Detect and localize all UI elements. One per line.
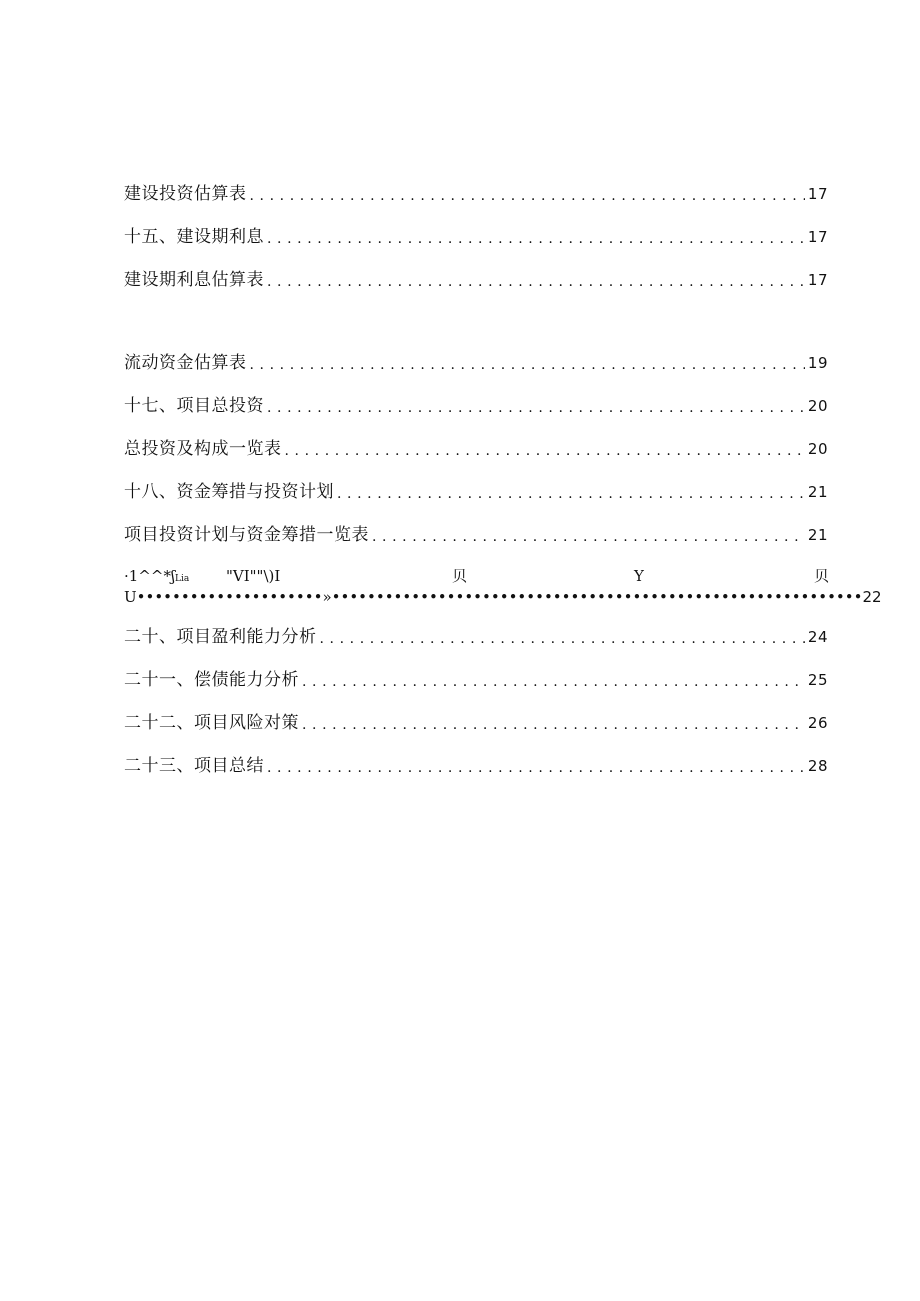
toc-entry-page: 17 <box>807 271 828 289</box>
toc-dot-leader <box>267 228 805 250</box>
toc-entry[interactable] <box>124 224 828 250</box>
toc-entry[interactable] <box>124 479 828 505</box>
toc-dot-leader <box>337 483 805 505</box>
toc-entry[interactable] <box>124 624 828 650</box>
toc-dot-leader <box>372 526 805 548</box>
toc-entry-title: 建设期利息估算表 <box>124 270 264 290</box>
toc-entry-title: 二十三、项目总结 <box>124 756 264 776</box>
toc-entry-title: 十五、建设期利息 <box>124 227 264 247</box>
toc-garbled-line <box>124 565 828 587</box>
garbled-fragment: 贝 <box>814 567 830 585</box>
toc-entry-page: 24 <box>807 628 828 646</box>
toc-dot-leader <box>320 628 805 650</box>
toc-entry-title: 十八、资金筹措与投资计划 <box>124 482 334 502</box>
toc-entry-page: 17 <box>807 228 828 246</box>
toc-entry-page: 28 <box>807 757 828 775</box>
toc-entry-title: 十七、项目总投资 <box>124 396 264 416</box>
toc-entry-title: 二十、项目盈利能力分析 <box>124 627 317 647</box>
toc-entry[interactable] <box>124 181 828 207</box>
garbled-dot-leader: U•••••••••••••••••••••»•••••••••••••••••••••••••••••••••••••••••••••••••••••••••••• <box>124 588 863 606</box>
toc-entry[interactable] <box>124 436 828 462</box>
toc-dot-leader <box>285 440 805 462</box>
toc-entry[interactable] <box>124 710 828 736</box>
toc-entry[interactable] <box>124 393 828 419</box>
toc-entry-title: 总投资及构成一览表 <box>124 439 282 459</box>
toc-entry[interactable] <box>124 350 828 376</box>
toc-entry[interactable] <box>124 267 828 293</box>
toc-dot-leader <box>250 185 805 207</box>
garbled-fragment: 贝 <box>452 567 468 585</box>
toc-dot-leader <box>250 354 805 376</box>
toc-entry-page: 22 <box>862 588 882 606</box>
toc-dot-leader <box>267 757 805 779</box>
toc-entry-title: 二十一、偿债能力分析 <box>124 670 299 690</box>
garbled-fragment: Y <box>634 567 644 585</box>
toc-entry-page: 26 <box>807 714 828 732</box>
toc-dot-leader <box>267 397 805 419</box>
toc-entry[interactable] <box>124 753 828 779</box>
toc-garbled-dot-line[interactable] <box>124 586 882 608</box>
toc-entry-page: 19 <box>807 354 828 372</box>
toc-entry-title: 项目投资计划与资金筹措一览表 <box>124 525 369 545</box>
garbled-fragment: "VI""\)I <box>226 567 281 585</box>
toc-entry-page: 17 <box>807 185 828 203</box>
garbled-fragment-sub: Lia <box>175 574 190 584</box>
toc-dot-leader <box>302 671 805 693</box>
toc-entry-page: 25 <box>807 671 828 689</box>
toc-dot-leader <box>302 714 805 736</box>
garbled-fragment-main: ·1^^*ʃ <box>124 567 176 585</box>
toc-entry[interactable] <box>124 522 828 548</box>
toc-entry-page: 20 <box>807 397 828 415</box>
toc-entry-title: 二十二、项目风险对策 <box>124 713 299 733</box>
toc-entry-page: 20 <box>807 440 828 458</box>
toc-dot-leader <box>267 271 805 293</box>
toc-entry-page: 21 <box>807 526 828 544</box>
toc-entry-title: 建设投资估算表 <box>124 184 247 204</box>
toc-entry-title: 流动资金估算表 <box>124 353 247 373</box>
toc-entry[interactable] <box>124 667 828 693</box>
toc-entry-page: 21 <box>807 483 828 501</box>
